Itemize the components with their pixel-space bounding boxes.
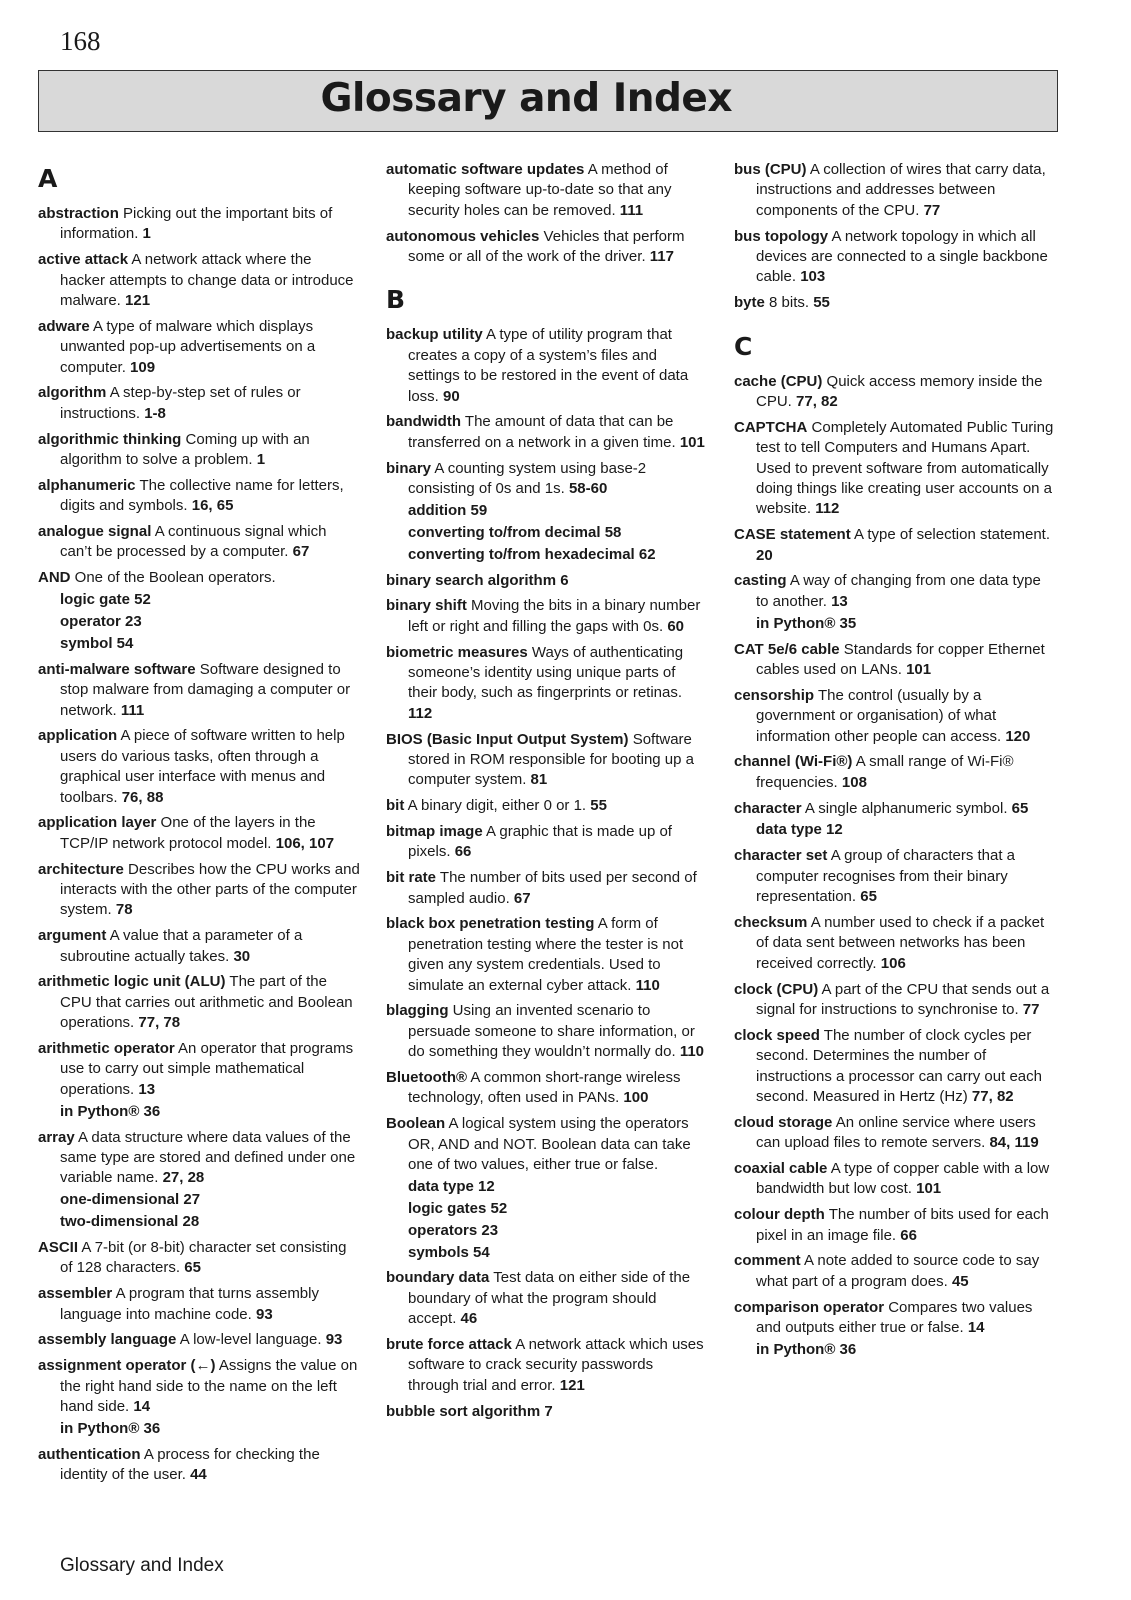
entry-definition: Describes how the CPU works and interacts with the other parts of the computer system. [60, 860, 360, 919]
subentry: logic gate 52 [60, 591, 151, 609]
entry-definition: Compares two values and outputs either true or false. [756, 1298, 1033, 1336]
subentry: logic gates 52 [408, 1199, 508, 1217]
entry-term: arithmetic logic unit (ALU) [38, 973, 226, 991]
subentry-list [756, 614, 1056, 634]
subentry-list [60, 1419, 360, 1439]
entry-definition: A counting system using base-2 consisting of 0s and 1s. [408, 459, 647, 498]
entry-definition: Software designed to stop malware from damaging a computer or network. [60, 660, 351, 719]
entry-term: binary shift [386, 597, 467, 615]
entry-term: comparison operator [734, 1298, 885, 1316]
entry-pages: 108 [841, 773, 867, 791]
entry-definition: A network attack which uses software to crack security passwords through trial and error. [408, 1336, 704, 1394]
entry-definition: A value that a parameter of a subroutine actually takes. [60, 927, 303, 965]
entry-definition: A process for checking the identity of the user. [60, 1445, 320, 1484]
subentry: data type 12 [756, 821, 843, 839]
entry-definition: An online service where users can upload files to remote servers. [756, 1113, 1036, 1152]
page-title: Glossary and Index [320, 76, 732, 121]
entry-pages: 101 [679, 433, 705, 451]
subentry: two-dimensional 28 [60, 1213, 200, 1231]
glossary-entry [38, 860, 360, 921]
entry-pages: 60 [667, 617, 684, 635]
entry-definition: Using an invented scenario to persuade someone to share information, or do something they wouldn’t normally do. [408, 1002, 695, 1061]
entry-pages: 90 [443, 387, 460, 405]
glossary-entry [386, 730, 708, 791]
entry-term: Bluetooth® [386, 1069, 468, 1087]
entry-term: bandwidth [386, 413, 461, 431]
entry-definition: A continuous signal which can’t be processed by a computer. [60, 523, 327, 561]
entry-definition: A way of changing from one data type to another. [756, 572, 1041, 610]
entry-pages: 106 [880, 954, 906, 972]
glossary-entry [386, 571, 708, 591]
entry-term: Boolean [386, 1115, 446, 1133]
glossary-entry [38, 383, 360, 424]
entry-definition: Vehicles that perform some or all of the work of the driver. [408, 227, 685, 266]
entry-term: comment [734, 1252, 801, 1270]
glossary-entry [386, 596, 708, 637]
entry-term: byte [734, 294, 765, 312]
entry-term: coaxial cable [734, 1159, 828, 1177]
subentry: in Python® 36 [756, 1340, 857, 1358]
glossary-entry [734, 752, 1056, 793]
subentry-list [408, 1177, 708, 1263]
entry-term: authentication [38, 1445, 141, 1463]
entry-pages: 13 [831, 592, 848, 610]
entry-definition: A low-level language. [179, 1331, 322, 1349]
entry-pages: 46 [460, 1310, 478, 1328]
entry-pages: 1-8 [144, 404, 166, 422]
entry-term: CASE statement [734, 526, 851, 544]
entry-definition: Software stored in ROM responsible for booting up a computer system. [408, 730, 694, 789]
glossary-entry [734, 372, 1056, 413]
entry-term: clock (CPU) [734, 980, 819, 998]
entry-term: analogue signal [38, 523, 152, 541]
glossary-entry [386, 325, 708, 407]
glossary-entry [386, 459, 708, 566]
entry-pages: 84, 119 [989, 1134, 1039, 1152]
subentry: one-dimensional 27 [60, 1191, 201, 1209]
entry-term: BIOS (Basic Input Output System) [386, 730, 629, 748]
entry-definition: The number of clock cycles per second. Determines the number of instructions a processor can carry out each second. Measured in Hertz (Hz) [756, 1026, 1042, 1105]
glossary-entry [38, 726, 360, 808]
entry-pages: 65 [1011, 799, 1029, 817]
entry-definition: The control (usually by a government or organisation) of what information other people can access. [756, 686, 1002, 745]
subentry-list [756, 1340, 1056, 1360]
entry-definition: A collection of wires that carry data, instructions and addresses between components of the CPU. [756, 161, 1046, 219]
entry-pages: 121 [559, 1376, 585, 1394]
glossary-entry [38, 476, 360, 517]
entry-term: CAPTCHA [734, 418, 808, 436]
glossary-entry [734, 525, 1056, 566]
entry-term: biometric measures [386, 643, 528, 661]
entry-term: bus topology [734, 227, 829, 245]
glossary-entry [38, 522, 360, 563]
subentry: operators 23 [408, 1221, 499, 1239]
index-column-3 [734, 160, 1056, 1366]
entry-definition: A group of characters that a computer recognises from their binary representation. [756, 847, 1016, 906]
entry-pages: 30 [233, 947, 251, 965]
entry-pages: 77, 78 [138, 1014, 181, 1032]
section-letter: C [734, 331, 753, 361]
entry-term: brute force attack [386, 1336, 512, 1354]
glossary-entry [734, 913, 1056, 974]
glossary-entry [38, 1128, 360, 1233]
entry-definition: A single alphanumeric symbol. [804, 799, 1008, 817]
entry-term: argument [38, 927, 107, 945]
entry-term: bus (CPU) [734, 161, 807, 178]
entry-pages: 117 [649, 248, 674, 266]
entry-term: assembler [38, 1285, 113, 1303]
glossary-entry [38, 568, 360, 654]
entry-pages: 1 [142, 225, 151, 243]
entry-definition: The number of bits used for each pixel in an image file. [756, 1206, 1049, 1244]
entry-pages: 103 [800, 268, 826, 286]
entry-pages: 13 [138, 1080, 156, 1098]
subentry: converting to/from hexadecimal 62 [408, 545, 656, 563]
entry-term: censorship [734, 686, 815, 704]
glossary-entry [734, 686, 1056, 747]
entry-pages: 67 [292, 543, 310, 561]
entry-definition: A small range of Wi-Fi® frequencies. [756, 753, 1014, 791]
entry-term: backup utility [386, 326, 483, 344]
entry-pages: 93 [325, 1331, 343, 1349]
entry-definition: Standards for copper Ethernet cables used on LANs. [756, 640, 1045, 678]
glossary-entry [38, 250, 360, 311]
entry-pages: 77 [1022, 1000, 1040, 1018]
entry-definition: One of the Boolean operators. [74, 569, 276, 587]
entry-pages: 110 [635, 976, 660, 994]
entry-definition: One of the layers in the TCP/IP network protocol model. [60, 814, 316, 852]
glossary-entry [386, 868, 708, 909]
entry-term: character set [734, 847, 828, 865]
entry-definition: A type of malware which displays unwanted pop-up advertisements on a computer. [60, 317, 316, 376]
entry-pages: 106, 107 [275, 834, 335, 852]
entry-definition: Completely Automated Public Turing test to tell Computers and Humans Apart. Used to prevent software from automatically doing things like creating user accounts on a website. [756, 418, 1054, 518]
entry-pages: 55 [813, 294, 830, 312]
index-column-2 [386, 160, 708, 1427]
glossary-entry [386, 1068, 708, 1109]
entry-term: bubble sort algorithm [386, 1402, 541, 1420]
entry-definition: A graphic that is made up of pixels. [408, 822, 672, 861]
glossary-entry [734, 1113, 1056, 1154]
subentry: in Python® 36 [60, 1102, 161, 1120]
entry-pages: 14 [967, 1318, 985, 1336]
entry-pages: 45 [951, 1272, 969, 1290]
entry-definition: A piece of software written to help users do various tasks, often through a graphical user interface with menus and toolbars. [60, 727, 345, 806]
glossary-entry [386, 796, 708, 816]
entry-term: active attack [38, 251, 129, 269]
subentry-list [408, 501, 708, 565]
subentry: symbols 54 [408, 1243, 490, 1261]
entry-term: bitmap image [386, 822, 483, 840]
entry-definition: Coming up with an algorithm to solve a problem. [60, 430, 310, 469]
glossary-entry [734, 227, 1056, 288]
section-letter: A [38, 164, 58, 193]
glossary-entry [38, 926, 360, 967]
glossary-entry [386, 822, 708, 863]
glossary-entry [386, 412, 708, 453]
entry-pages: 101 [906, 660, 932, 678]
entry-pages: 112 [408, 704, 433, 722]
entry-definition: 8 bits. [769, 294, 810, 312]
glossary-entry [386, 914, 708, 996]
entry-term: autonomous vehicles [386, 227, 540, 245]
entry-term: cache (CPU) [734, 372, 823, 390]
entry-definition: The amount of data that can be transferred on a network in a given time. [408, 413, 676, 451]
entry-definition: A data structure where data values of the same type are stored and defined under one variable name. [60, 1128, 356, 1187]
glossary-entry [734, 1298, 1056, 1361]
entry-definition: A number used to check if a packet of data sent between networks has been received correctly. [756, 913, 1045, 972]
entry-pages: 14 [133, 1397, 151, 1415]
entry-pages: 100 [623, 1089, 649, 1107]
entry-term: binary search algorithm [386, 571, 557, 589]
entry-pages: 77 [923, 201, 941, 219]
glossary-entry [38, 1330, 360, 1350]
subentry: in Python® 36 [60, 1419, 161, 1437]
entry-pages: 27, 28 [162, 1169, 205, 1187]
entry-definition: A form of penetration testing where the tester is not given any system credentials. Used to simulate an external cyber attack. [408, 915, 684, 994]
glossary-entry [386, 643, 708, 725]
glossary-entry [38, 1284, 360, 1325]
entry-pages: 76, 88 [121, 788, 164, 806]
entry-pages: 20 [756, 546, 773, 564]
subentry: operator 23 [60, 613, 142, 631]
entry-term: cloud storage [734, 1113, 833, 1131]
entry-term: abstraction [38, 205, 119, 222]
glossary-entry [734, 980, 1056, 1021]
entry-term: application layer [38, 814, 157, 832]
glossary-entry [38, 1356, 360, 1439]
entry-definition: The part of the CPU that carries out arithmetic and Boolean operations. [60, 973, 353, 1032]
entry-term: black box penetration testing [386, 915, 595, 933]
entry-term: bit [386, 797, 405, 815]
glossary-entry [386, 1402, 708, 1422]
glossary-entry [386, 1335, 708, 1396]
entry-definition: The collective name for letters, digits and symbols. [60, 476, 344, 515]
entry-definition: Quick access memory inside the CPU. [756, 372, 1043, 411]
entry-definition: Picking out the important bits of information. [60, 205, 333, 243]
entry-term: character [734, 799, 802, 817]
glossary-entry [386, 227, 708, 268]
glossary-entry [734, 1251, 1056, 1292]
entry-pages: 78 [115, 901, 133, 919]
entry-pages: 109 [130, 358, 156, 376]
subentry-list [756, 820, 1056, 840]
glossary-entry [734, 846, 1056, 907]
glossary-entry [734, 160, 1056, 221]
entry-definition: A binary digit, either 0 or 1. [407, 797, 587, 815]
entry-pages: 101 [916, 1180, 942, 1198]
entry-pages: 93 [255, 1305, 273, 1323]
glossary-entry [386, 1001, 708, 1062]
glossary-entry [734, 640, 1056, 681]
entry-pages: 58-60 [568, 480, 608, 498]
entry-pages: 111 [120, 701, 145, 719]
entry-pages: 66 [454, 843, 472, 861]
entry-definition: A step-by-step set of rules or instructions. [60, 384, 301, 422]
glossary-entry [734, 1159, 1056, 1200]
entry-pages: 81 [530, 771, 548, 789]
entry-definition: Ways of authenticating someone’s identity using unique parts of their body, such as fingerprints or retinas. [408, 643, 684, 702]
entry-term: checksum [734, 913, 808, 931]
subentry: data type 12 [408, 1177, 495, 1195]
entry-term: blagging [386, 1002, 449, 1020]
entry-term: bit rate [386, 869, 437, 887]
entry-term: assignment operator (←) [38, 1357, 216, 1375]
entry-pages: 55 [590, 797, 607, 815]
glossary-entry [734, 1205, 1056, 1246]
entry-definition: A type of copper cable with a low bandwidth but low cost. [756, 1159, 1050, 1198]
entry-pages: 65 [860, 888, 877, 906]
entry-definition: A part of the CPU that sends out a signal for instructions to synchronise to. [756, 980, 1050, 1018]
glossary-entry [38, 1238, 360, 1279]
glossary-entry [734, 293, 1056, 313]
entry-pages: 67 [513, 889, 531, 907]
entry-pages: 44 [190, 1466, 207, 1484]
page-number: 168 [60, 26, 101, 56]
glossary-entry [38, 1445, 360, 1486]
entry-term: assembly language [38, 1331, 177, 1349]
glossary-entry [38, 660, 360, 721]
entry-pages: 65 [184, 1259, 201, 1277]
entry-pages: 111 [619, 201, 644, 219]
glossary-entry [38, 430, 360, 471]
subentry: symbol 54 [60, 634, 134, 652]
entry-pages: 77, 82 [971, 1087, 1014, 1105]
entry-definition: Assigns the value on the right hand side to the name on the left hand side. [60, 1357, 358, 1415]
entry-term: channel (Wi-Fi®) [734, 753, 853, 771]
glossary-entry [38, 1039, 360, 1122]
entry-definition: A network attack where the hacker attempts to change data or introduce malware. [60, 251, 354, 310]
subentry-list [60, 1102, 360, 1122]
glossary-entry [734, 418, 1056, 520]
glossary-entry [734, 571, 1056, 634]
subentry: in Python® 35 [756, 614, 857, 632]
entry-pages: 7 [544, 1402, 553, 1420]
entry-definition: A 7-bit (or 8-bit) character set consisting of 128 characters. [60, 1238, 347, 1277]
glossary-entry [734, 1026, 1056, 1108]
entry-definition: An operator that programs use to carry out simple mathematical operations. [60, 1040, 354, 1098]
subentry-list [60, 590, 360, 654]
entry-term: CAT 5e/6 cable [734, 640, 840, 658]
entry-pages: 1 [256, 451, 266, 469]
entry-pages: 66 [900, 1226, 917, 1244]
entry-term: architecture [38, 860, 124, 878]
entry-definition: A note added to source code to say what part of a program does. [756, 1252, 1040, 1290]
entry-definition: The number of bits used per second of sampled audio. [408, 869, 697, 907]
entry-definition: A method of keeping software up-to-date so that any security holes can be removed. [408, 161, 672, 219]
entry-term: adware [38, 317, 90, 335]
section-letter: B [386, 285, 406, 315]
glossary-entry [38, 972, 360, 1033]
footer-label: Glossary and Index [60, 1555, 224, 1576]
entry-term: array [38, 1128, 75, 1146]
entry-term: automatic software updates [386, 161, 585, 178]
entry-term: arithmetic operator [38, 1040, 175, 1057]
entry-term: boundary data [386, 1269, 490, 1287]
subentry: addition 59 [408, 501, 488, 519]
entry-term: alphanumeric [38, 476, 136, 494]
glossary-entry [38, 204, 360, 245]
entry-definition: A common short-range wireless technology, often used in PANs. [408, 1069, 681, 1107]
glossary-entry [386, 1268, 708, 1329]
glossary-entry [38, 317, 360, 378]
entry-term: casting [734, 572, 787, 590]
entry-term: colour depth [734, 1206, 825, 1224]
glossary-entry [386, 1114, 708, 1263]
entry-definition: A type of selection statement. [854, 526, 1050, 544]
entry-pages: 112 [815, 500, 840, 518]
entry-pages: 77, 82 [796, 393, 838, 411]
entry-pages: 6 [560, 571, 569, 589]
entry-definition: A logical system using the operators OR, AND and NOT. Boolean data can take one of two values, either true or false. [408, 1115, 691, 1174]
entry-definition: A network topology in which all devices are connected to a single backbone cable. [756, 227, 1048, 286]
entry-definition: A program that turns assembly language into machine code. [60, 1285, 319, 1323]
entry-pages: 16, 65 [191, 497, 234, 515]
entry-term: binary [386, 459, 432, 477]
entry-definition: Test data on either side of the boundary of what the program should accept. [408, 1269, 691, 1328]
index-column-1 [38, 160, 360, 1491]
entry-term: clock speed [734, 1026, 820, 1044]
entry-term: AND [38, 569, 71, 587]
subentry: converting to/from decimal 58 [408, 523, 622, 541]
entry-term: algorithmic thinking [38, 430, 182, 448]
entry-pages: 121 [125, 292, 151, 310]
entry-term: algorithm [38, 384, 107, 402]
subentry-list [60, 1190, 360, 1232]
entry-definition: Moving the bits in a binary number left or right and filling the gaps with 0s. [408, 597, 701, 635]
entry-pages: 120 [1005, 727, 1031, 745]
entry-pages: 110 [679, 1043, 705, 1061]
glossary-entry [38, 813, 360, 854]
entry-term: application [38, 727, 118, 745]
glossary-entry [734, 799, 1056, 841]
glossary-entry [386, 160, 708, 221]
entry-term: ASCII [38, 1238, 79, 1256]
entry-term: anti-malware software [38, 660, 196, 678]
page-title-banner [38, 70, 1058, 132]
entry-definition: A type of utility program that creates a copy of a system’s files and settings to be restored in the event of data loss. [408, 326, 689, 405]
